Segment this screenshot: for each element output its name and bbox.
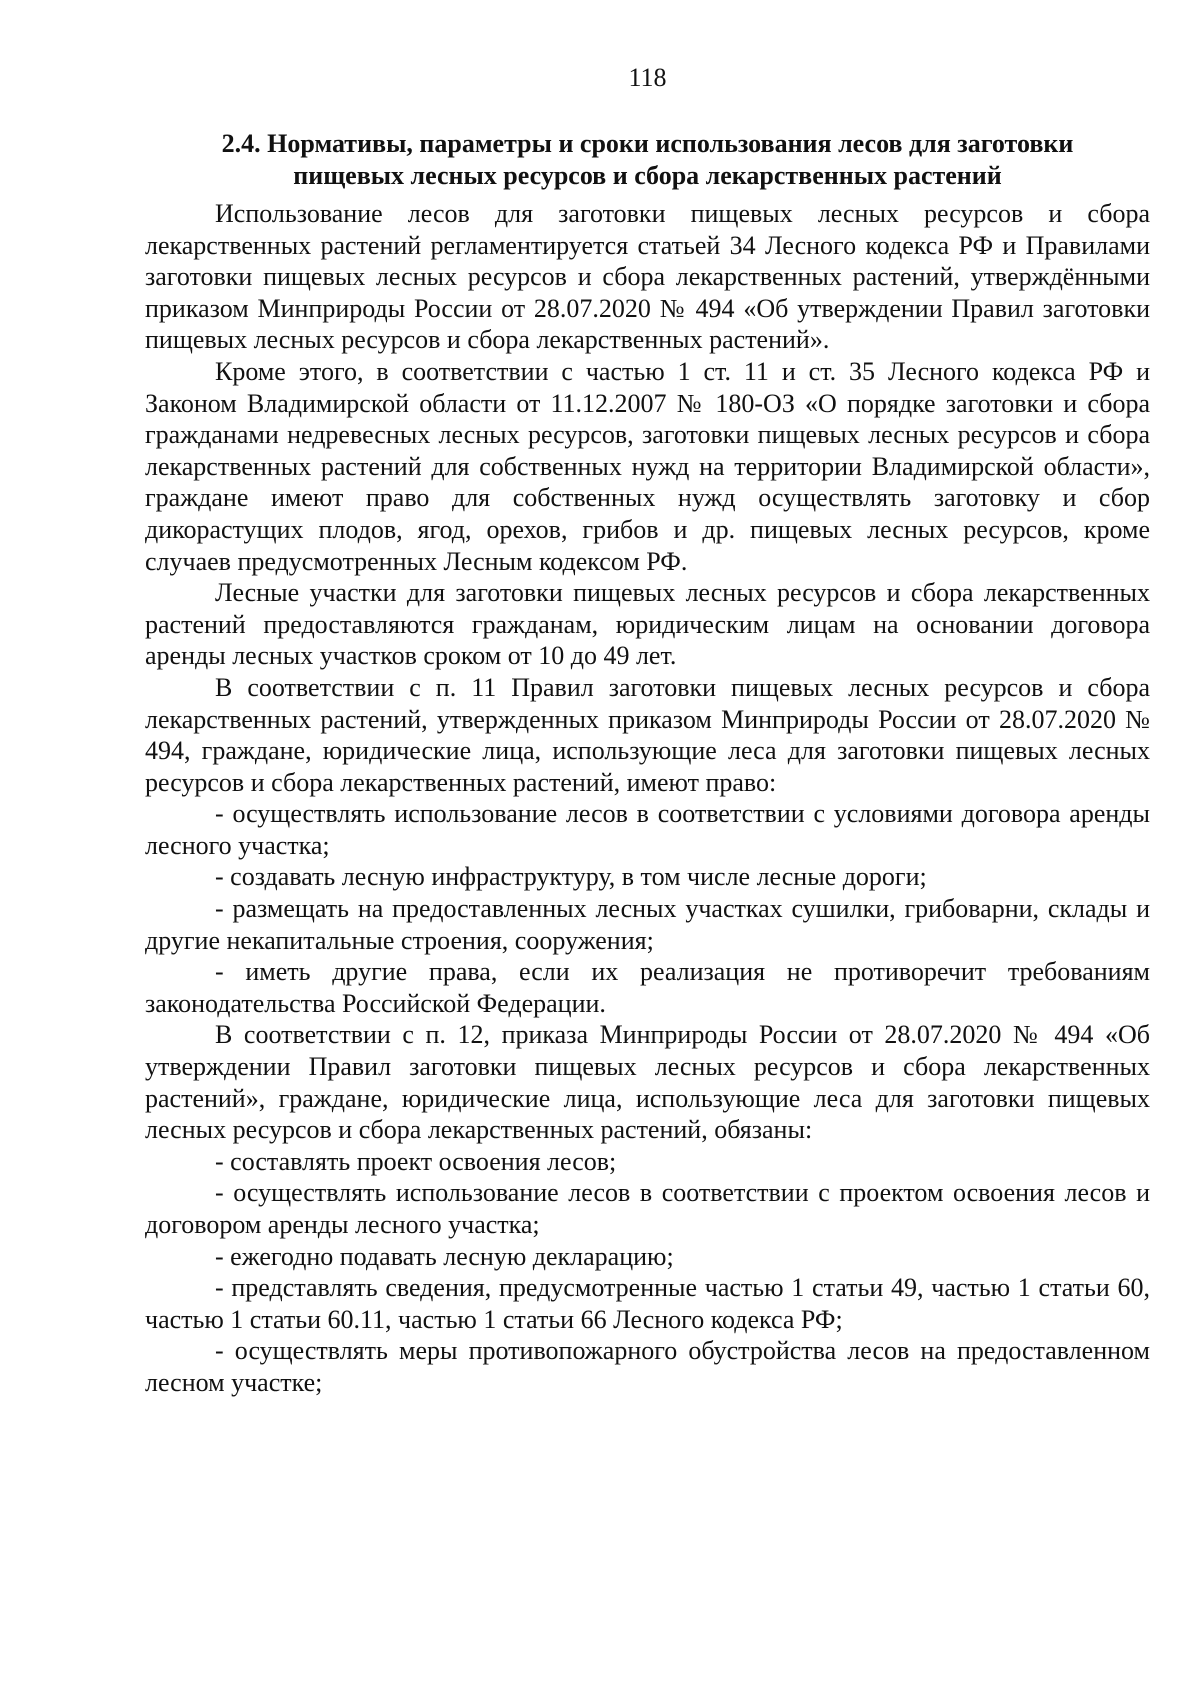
list-item-obligation: - составлять проект освоения лесов; (215, 1146, 617, 1176)
page-number: 118 (628, 63, 667, 92)
list-item-right: - создавать лесную инфраструктуру, в том числе лесные дороги; (215, 862, 927, 892)
paragraph-lease-terms: Лесные участки для заготовки пищевых лесных ресурсов и сбора лекарственных растений предоставляются гражданам, юридическим лицам на основании договора аренды лесных участков сроком от 10 до 49 лет. (145, 578, 1150, 671)
paragraph-usage-regulation: Использование лесов для заготовки пищевых лесных ресурсов и сбора лекарственных растений регламентируется статьей 34 Лесного кодекса РФ и Правилами заготовки пищевых лесных ресурсов и сбора лекарственных растений, утверждёнными приказом Минприроды России от 28.07.2020 № 494 «Об утверждении Правил заготовки пищевых лесных ресурсов и сбора лекарственных растений». (145, 199, 1150, 355)
document-page (145, 62, 1150, 1399)
section-heading-line-2: пищевых лесных ресурсов и сбора лекарственных растений (293, 161, 1002, 190)
paragraph-obligations-intro: В соответствии с п. 12, приказа Минприроды России от 28.07.2020 № 494 «Об утверждении Правил заготовки пищевых лесных ресурсов и сбора лекарственных растений», граждане, юридические лица, использующие леса для заготовки пищевых лесных ресурсов и сбора лекарственных растений, обязаны: (145, 1020, 1150, 1145)
paragraph-citizen-rights-law: Кроме этого, в соответствии с частью 1 ст. 11 и ст. 35 Лесного кодекса РФ и Законом Владимирской области от 11.12.2007 № 180-ОЗ «О порядке заготовки и сбора гражданами недревесных лесных ресурсов, заготовки пищевых лесных ресурсов и сбора лекарственных растений для собственных нужд на территории Владимирской области», граждане имеют право для собственных нужд осуществлять заготовку и сбор дикорастущих плодов, ягод, орехов, грибов и др. пищевых лесных ресурсов, кроме случаев предусмотренных Лесным кодексом РФ. (145, 356, 1150, 576)
list-item-right: - размещать на предоставленных лесных участках сушилки, грибоварни, склады и другие некапитальные строения, сооружения; (145, 894, 1150, 955)
section-heading-line-1: 2.4. Нормативы, параметры и сроки использования лесов для заготовки (221, 129, 1074, 158)
list-item-obligation: - представлять сведения, предусмотренные частью 1 статьи 49, частью 1 статьи 60, частью 1 статьи 60.11, частью 1 статьи 66 Лесного кодекса РФ; (145, 1273, 1150, 1334)
list-item-right: - осуществлять использование лесов в соответствии с условиями договора аренды лесного участка; (145, 799, 1150, 860)
paragraph-rights-intro: В соответствии с п. 11 Правил заготовки пищевых лесных ресурсов и сбора лекарственных растений, утвержденных приказом Минприроды России от 28.07.2020 № 494, граждане, юридические лица, использующие леса для заготовки пищевых лесных ресурсов и сбора лекарственных растений, имеют право: (145, 672, 1150, 797)
list-item-obligation: - осуществлять использование лесов в соответствии с проектом освоения лесов и договором аренды лесного участка; (145, 1178, 1150, 1239)
list-item-right: - иметь другие права, если их реализация не противоречит требованиям законодательства Российской Федерации. (145, 957, 1150, 1018)
section-heading (145, 128, 1150, 192)
list-item-obligation: - осуществлять меры противопожарного обустройства лесов на предоставленном лесном участке; (145, 1336, 1150, 1397)
list-item-obligation: - ежегодно подавать лесную декларацию; (215, 1241, 674, 1271)
